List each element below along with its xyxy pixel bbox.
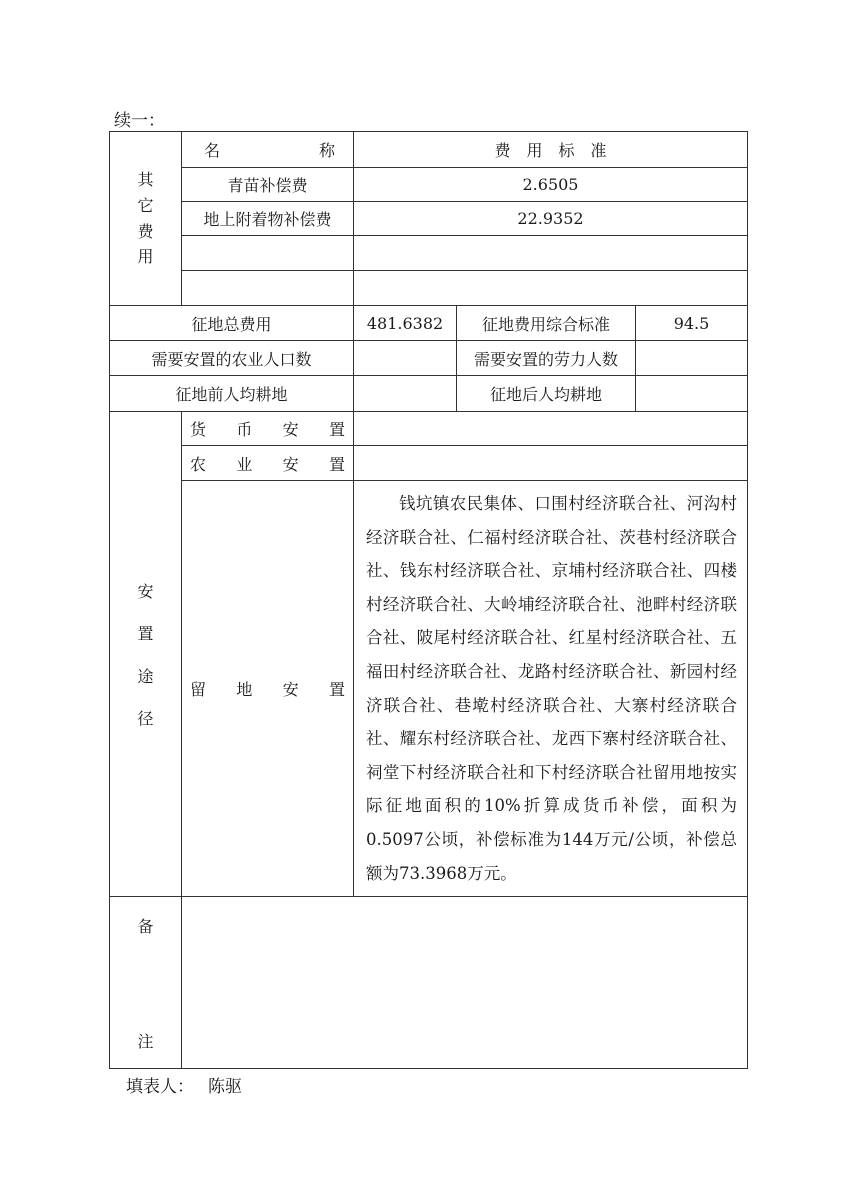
fee-item-value — [354, 236, 748, 271]
fee-item-name: 青苗补偿费 — [182, 168, 354, 202]
labor-count-label: 需要安置的劳力人数 — [457, 341, 636, 376]
ag-population-label: 需要安置的农业人口数 — [110, 341, 354, 376]
fee-item-name — [182, 236, 354, 271]
fee-item-name: 地上附着物补偿费 — [182, 202, 354, 236]
farmland-before-label: 征地前人均耕地 — [110, 376, 354, 412]
combined-standard-label: 征地费用综合标准 — [457, 306, 636, 341]
other-fees-section-label: 其 它 费 用 — [110, 132, 182, 306]
farmland-after-label: 征地后人均耕地 — [457, 376, 636, 412]
monetary-resettlement-label: 货 币 安 置 — [182, 412, 354, 446]
standard-column-header: 费 用 标 准 — [354, 132, 748, 168]
combined-standard-value: 94.5 — [636, 306, 748, 341]
table-row — [110, 271, 748, 306]
labor-count-value — [636, 341, 748, 376]
form-filler-name: 陈驱 — [208, 1077, 242, 1097]
name-column-header: 名 称 — [182, 132, 354, 168]
total-fee-value: 481.6382 — [354, 306, 457, 341]
total-fee-label: 征地总费用 — [110, 306, 354, 341]
remarks-value — [182, 897, 748, 1069]
monetary-resettlement-value — [354, 412, 748, 446]
form-filler-label: 填表人： — [126, 1077, 194, 1097]
reserved-land-resettlement-label: 留 地 安 置 — [182, 481, 354, 897]
farmland-after-value — [636, 376, 748, 412]
land-requisition-fee-table — [109, 131, 748, 1069]
table-row — [110, 168, 748, 202]
reserved-land-resettlement-text: 钱坑镇农民集体、口围村经济联合社、河沟村经济联合社、仁福村经济联合社、茨巷村经济联合社、钱东村经济联合社、京埔村经济联合社、四楼村经济联合社、大岭埔经济联合社、池畔村经济联合社、陂尾村经济联合社、红星村经济联合社、五福田村经济联合社、龙路村经济联合社、新园村经济联合社、巷墘村经济联合社、大寨村经济联合社、耀东村经济联合社、龙西下寨村经济联合社、祠堂下村经济联合社和下村经济联合社留用地按实际征地面积的10%折算成货币补偿，面积为0.5097公顷，补偿标准为144万元/公顷，补偿总额为73.3968万元。 — [354, 481, 748, 897]
fee-item-value: 2.6505 — [354, 168, 748, 202]
ag-population-value — [354, 341, 457, 376]
resettlement-section-label: 安 置 途 径 — [110, 412, 182, 897]
agricultural-resettlement-label: 农 业 安 置 — [182, 446, 354, 481]
fee-item-value: 22.9352 — [354, 202, 748, 236]
table-row — [110, 236, 748, 271]
page-heading: 续一： — [114, 111, 165, 131]
remarks-label: 备 注 — [110, 897, 182, 1069]
fee-item-name — [182, 271, 354, 306]
fee-item-value — [354, 271, 748, 306]
table-row — [110, 202, 748, 236]
form-filler — [126, 1072, 242, 1097]
agricultural-resettlement-value — [354, 446, 748, 481]
farmland-before-value — [354, 376, 457, 412]
